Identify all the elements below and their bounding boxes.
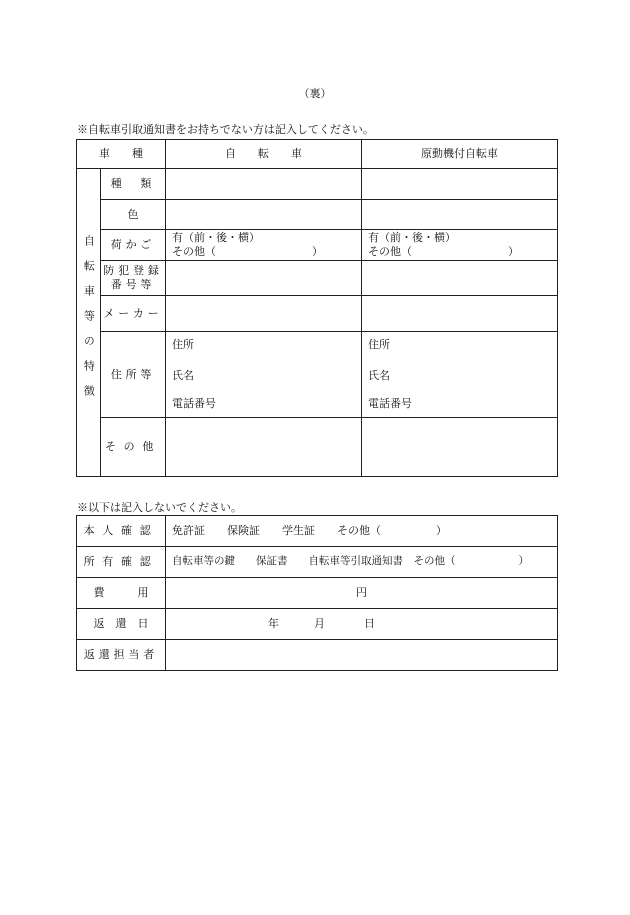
label-return-staff: 返還担当者 xyxy=(77,640,166,671)
moped-other-cell[interactable] xyxy=(362,418,558,477)
moped-kind-cell[interactable] xyxy=(362,169,558,200)
bicycle-basket-other-close: ） xyxy=(312,245,323,258)
bicycle-features-table xyxy=(76,139,558,477)
bicycle-other-cell[interactable] xyxy=(166,418,362,477)
label-kind: 種 類 xyxy=(101,169,166,200)
bicycle-basket-cell[interactable] xyxy=(166,230,362,261)
return-day: 日 xyxy=(364,617,375,630)
moped-owner-address: 住所 xyxy=(368,338,390,351)
header-moped: 原動機付自転車 xyxy=(362,140,558,169)
bicycle-basket-options: 有（前・後・横） xyxy=(172,231,260,245)
bicycle-owner-cell[interactable] xyxy=(166,332,362,418)
label-fee: 費 用 xyxy=(77,578,166,609)
bicycle-color-cell[interactable] xyxy=(166,200,362,230)
label-other: その他 xyxy=(101,418,166,477)
notice-fill-if-no-notification: ※自転車引取通知書をお持ちでない方は記入してください。 xyxy=(77,123,374,136)
label-ownership-check: 所有確認 xyxy=(77,547,166,578)
moped-maker-cell[interactable] xyxy=(362,296,558,332)
moped-basket-cell[interactable] xyxy=(362,230,558,261)
label-return-date: 返 還 日 xyxy=(77,609,166,640)
label-identity-check: 本人確認 xyxy=(77,516,166,547)
bicycle-owner-name: 氏名 xyxy=(172,368,194,382)
bicycle-basket-other: その他（ xyxy=(172,245,216,258)
label-basket: 荷かご xyxy=(101,230,166,261)
ownership-check-options: 自転車等の鍵 保証書 自転車等引取通知書 その他（ ） xyxy=(166,547,558,578)
header-vehicle-type: 車 種 xyxy=(77,140,166,169)
fee-unit: 円 xyxy=(356,586,367,600)
moped-owner-cell[interactable] xyxy=(362,332,558,418)
moped-owner-phone: 電話番号 xyxy=(368,396,412,410)
moped-owner-name: 氏名 xyxy=(368,368,390,382)
label-registration: 防犯登録 番号等 xyxy=(101,261,166,296)
label-owner: 住所等 xyxy=(101,332,166,418)
fee-cell[interactable] xyxy=(166,578,558,609)
return-month: 月 xyxy=(314,617,325,630)
bicycle-owner-address: 住所 xyxy=(172,338,194,351)
bicycle-kind-cell[interactable] xyxy=(166,169,362,200)
page-label: （裏） xyxy=(298,87,332,100)
bicycle-owner-phone: 電話番号 xyxy=(172,396,216,410)
return-staff-cell[interactable] xyxy=(166,640,558,671)
moped-basket-options: 有（前・後・横） xyxy=(368,231,456,245)
office-use-table xyxy=(76,515,558,671)
label-maker: メーカー xyxy=(101,296,166,332)
moped-basket-other: その他（ xyxy=(368,245,412,258)
moped-color-cell[interactable] xyxy=(362,200,558,230)
return-year: 年 xyxy=(268,617,279,630)
moped-registration-cell[interactable] xyxy=(362,261,558,296)
notice-do-not-fill: ※以下は記入しないでください。 xyxy=(77,501,242,514)
identity-check-options: 免許証 保険証 学生証 その他（ ） xyxy=(166,516,558,547)
bicycle-maker-cell[interactable] xyxy=(166,296,362,332)
return-date-cell[interactable] xyxy=(166,609,558,640)
moped-basket-other-close: ） xyxy=(508,245,519,258)
label-color: 色 xyxy=(101,200,166,230)
bicycle-registration-cell[interactable] xyxy=(166,261,362,296)
side-label-features: 自転車等の特徴 xyxy=(77,169,101,477)
header-bicycle: 自 転 車 xyxy=(166,140,362,169)
